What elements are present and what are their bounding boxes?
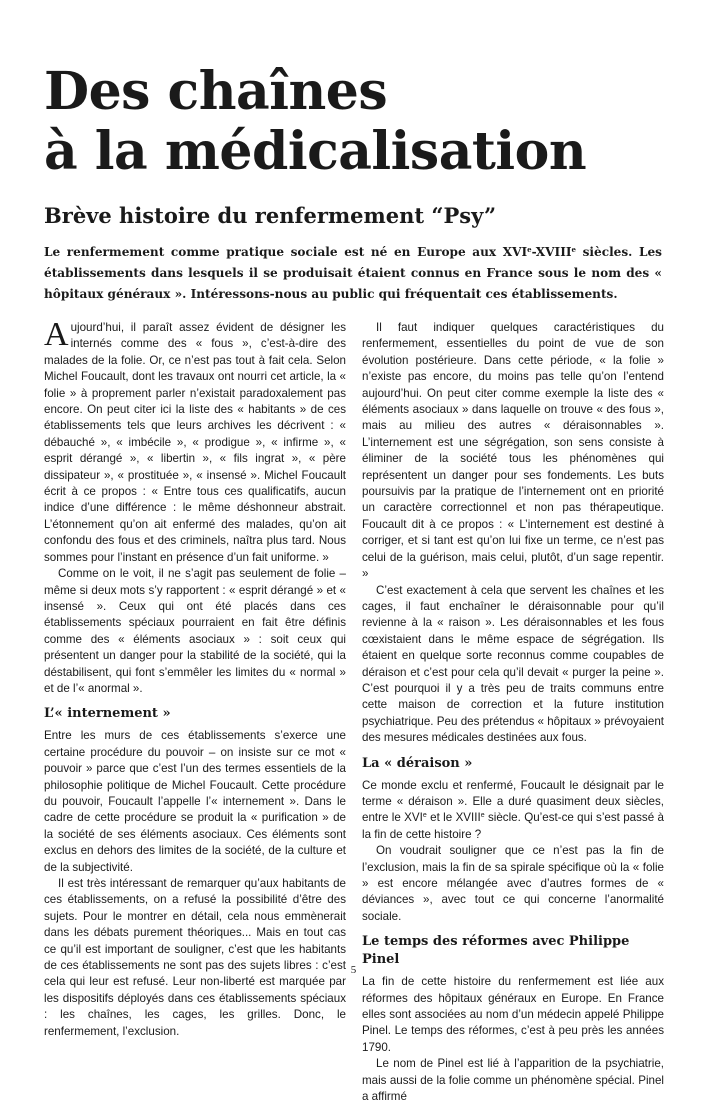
lead-text-2: -XVIII	[531, 245, 572, 259]
title-line-1: Des chaînes	[44, 61, 388, 122]
heading-internement: L’« internement »	[44, 706, 171, 722]
heading-reformes: Le temps des réformes avec Philippe Pinel	[362, 934, 630, 968]
article-title	[44, 62, 684, 182]
right-paragraph-3-text-b: et le XVIII	[426, 811, 481, 825]
right-sup-2: e	[480, 812, 485, 820]
right-paragraph-3-text-a: Ce monde exclu et renfermé, Foucault le désignait par le terme « déraison ». Elle a duré quasiment deux siècles, entre le XVI	[362, 778, 664, 825]
lead-sup-2: e	[571, 245, 576, 254]
right-sup-1: e	[422, 812, 427, 820]
left-paragraph-3: Entre les murs de ces établissements s’exerce une certaine procédure du pouvoir – on insiste sur ce mot « pouvoir » parce que c’est l’un des termes essentiels de la philosophie politique de Michel Foucault. Cette procédure du pouvoir, Foucault l’appelle l’« internement ». Dans le cadre de cette procédure se produit la « purification » de la société de ses éléments asociaux. Ces éléments sont exclus en dehors des limites de la société, de la culture et de la subjectivité.	[44, 729, 346, 874]
article-subtitle: Brève histoire du renfermement “Psy”	[44, 203, 497, 228]
left-column	[44, 316, 346, 1040]
lead-sup-1: e	[527, 245, 532, 254]
left-paragraph-2: Comme on le voit, il ne s’agit pas seulement de folie – même si deux mots s’y rapportent : « esprit dérangé » et « insensé ». Ceux qui ont été placés dans ces établissements spéciaux pourraient en fait être définis comme des « éléments asociaux » : soit ceux qui présentent un danger pour la stabilité de la société, qui la déstabilisent, qui font s’emmêler les limites du « normal » et de l’« anormal ».	[44, 567, 346, 695]
right-column	[362, 320, 664, 1105]
right-paragraph-6: Le nom de Pinel est lié à l’apparition de la psychiatrie, mais aussi de la folie comme un phénomène spécial. Pinel a affirmé	[362, 1057, 664, 1104]
heading-deraison: La « déraison »	[362, 755, 473, 771]
right-paragraph-5: La fin de cette histoire du renfermement est liée aux réformes des hôpitaux généraux en Europe. En France elles sont associées au nom d’un médecin appelé Philippe Pinel. Le temps des réformes, c’est à peu près les années 1790.	[362, 975, 664, 1054]
right-paragraph-1: Il faut indiquer quelques caractéristiques du renfermement, essentielles du point de vue de son évolution postérieure. Dans cette période, « la folie » n’existe pas encore, du moins pas telle qu’on l’entend aujourd’hui. On peut citer comme exemple la liste des « éléments asociaux » dans laquelle on trouve « des fous », mais au milieu des autres « déraisonnables ». L’internement est une ségrégation, son sens consiste à éliminer de la société tous les phénomènes qui représentent un danger pour ses fondements. Les buts poursuivis par la pratique de l’internement ont en priorité un caractère correctionnel et non pas thérapeutique. Foucault dit à ce propos : « L’internement est destiné à corriger, et si tant est qu’on lui fixe un terme, ce n’est pas celui de la guérison, mais celui, plutôt, d’un sage repentir. »	[362, 321, 664, 581]
left-paragraph-1-text: ujourd’hui, il paraît assez évident de désigner les internés comme des « fous », c’est-à-dire des malades de la folie. Or, ce n’est pas tout à fait cela. Selon Michel Foucault, dont les travaux ont nourri cet article, la « folie » à proprement parler n’existait paradoxalement pas encore. On peut citer ici la liste des « habitants » de ces établissements tels que leurs archives les décrivent : « débauché », « imbécile », « prodigue », « infirme », « esprit dérangé », « libertin », « fils ingrat », « père dissipateur », « prostituée », « insensé ». Michel Foucault écrit à ce propos : « Entre tous ces qualificatifs, aucun indice d’une différence : le même déshonneur abstrait. L’étonnement qu’on ait enfermé des malades, qu’on ait confondu des fous et des criminels, naîtra plus tard. Nous sommes pour l’instant en présence d’un fait uniforme. »	[44, 321, 346, 564]
title-line-2: à la médicalisation	[44, 121, 587, 182]
left-paragraph-4: Il est très intéressant de remarquer qu’aux habitants de ces établissements, on a refusé la possibilité d’être des sujets. Pour le montrer en détail, cela nous emmènerait dans les débats purement théoriques... Mais en tout cas ce qu’il est important de souligner, c’est que les habitants de ces établissements ne sont pas des sujets libres : c’est cela qui leur est refusé. Leur non-liberté est marquée par les dispositifs déployés dans ces établissements spéciaux : les chaînes, les cages, les grilles. Donc, le renfermement, l’exclusion.	[44, 877, 346, 1038]
left-paragraph-1	[44, 316, 346, 566]
right-paragraph-4: On voudrait souligner que ce n’est pas la fin de l’exclusion, mais la fin de sa spirale spécifique où la « folie » est encore mélangée avec d’autres formes de « déviances », avec tout ce qui concerne l’anormalité sociale.	[362, 844, 664, 923]
drop-cap: A	[44, 316, 69, 353]
right-paragraph-3	[362, 778, 664, 844]
lead-paragraph	[44, 242, 662, 305]
right-paragraph-3-text-c: siècle. Qu’est-ce qui s’est passé à la fin de cette histoire ?	[362, 811, 664, 841]
page-number: 5	[350, 964, 357, 976]
lead-text-1: Le renfermement comme pratique sociale est né en Europe aux XVI	[44, 245, 528, 259]
right-paragraph-2: C’est exactement à cela que servent les chaînes et les cages, il faut enchaîner le déraisonnable pour qu’il revienne à la « raison ». Les déraisonnables et les fous cœxistaient dans le même espace de ségrégation. Ils étaient en quelque sorte reconnus comme coupables de déraison et c’est pour cela qu’il devait « purger la peine ». C’est pourquoi il y a très peu de traits communs entre cette maison de correction et la future institution psychiatrique. Peu des prétendus « hôpitaux » prévoyaient des mesures médicales destinées aux fous.	[362, 583, 664, 745]
lead-text-3: siècles. Les établissements dans lesquels il se produisait étaient connus en France sous le nom des « hôpitaux généraux ». Intéressons-nous au public qui fréquentait ces établissements.	[44, 245, 662, 301]
